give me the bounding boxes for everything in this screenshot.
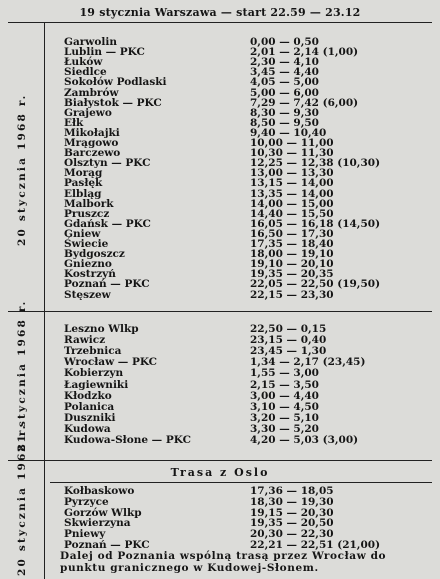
station-times: 3,30 — 5,20 [250,422,319,435]
station-times: 13,15 — 14,00 [250,177,334,190]
station-name: Kudowa [64,422,111,435]
station-name: Gdańsk — PKC [64,217,151,230]
route-note: Dalej od Poznania wspólną trasą przez Wrocław do punktu granicznego w Kudowej-Słonem. [60,550,387,574]
station-times: 19,35 — 20,50 [250,517,334,530]
station-name: Łuków [64,56,103,69]
station-times: 13,00 — 13,30 [250,167,334,180]
station-name: Świecie [64,238,109,250]
station-name: Siedlce [64,66,107,79]
station-times: 19,35 — 20,35 [250,268,334,281]
station-times: 17,35 — 18,40 [250,238,334,250]
station-times: 19,10 — 20,10 [250,258,334,271]
station-name: Sokołów Podlaski [64,76,167,89]
station-name: Pruszcz [64,207,110,220]
section-date-label: 20 stycznia 1968 r. [16,423,28,576]
divider [50,482,432,483]
station-times: 2,01 — 2,14 (1,00) [250,46,359,59]
station-times: 0,00 — 0,50 [250,36,319,48]
timetable-row [0,289,440,301]
station-name: Białystok — PKC [64,96,162,109]
station-name: Morąg [64,167,103,180]
station-name: Kołbaskowo [64,485,135,497]
station-times: 23,45 — 1,30 [250,345,327,358]
station-name: Kobierzyn [64,367,124,380]
station-times: 22,15 — 23,30 [250,288,334,301]
page-header: 19 stycznia Warszawa — start 22.59 — 23.12 [79,6,361,19]
station-name: Łagiewniki [64,378,129,391]
station-name: Pyrzyce [64,495,109,508]
station-times: 8,30 — 9,30 [250,106,319,119]
station-times: 8,50 — 9,50 [250,116,319,129]
station-times: 9,40 — 10,40 [250,126,327,139]
section-date-label: 20 stycznia 1968 r. [16,93,28,247]
station-times: 2,30 — 4,10 [250,56,319,69]
station-times: 4,05 — 5,00 [250,76,319,89]
station-name: Mikołajki [64,126,120,139]
station-name: Pniewy [64,528,106,541]
station-times: 12,25 — 12,38 (10,30) [250,157,381,170]
station-name: Gorzów Wlkp [64,506,142,519]
station-times: 22,05 — 22,50 (19,50) [250,278,381,291]
station-name: Poznań — PKC [64,278,150,291]
station-times: 4,20 — 5,03 (3,00) [250,434,359,446]
station-name: Mrągowo [64,137,119,149]
divider [8,311,432,312]
station-name: Skwierzyna [64,517,131,530]
station-name: Poznań — PKC [64,539,150,551]
station-name: Polanica [64,400,115,413]
station-name: Trzebnica [64,345,122,358]
section-date-label: 21 stycznia 1968 r. [16,299,28,452]
station-times: 13,35 — 14,00 [250,187,334,200]
station-name: Pasłęk [64,177,103,190]
station-name: Gniezno [64,258,112,271]
station-name: Kudowa-Słone — PKC [64,434,191,446]
station-times: 3,45 — 4,40 [250,66,319,79]
station-times: 22,50 — 0,15 [250,323,327,335]
divider [8,460,432,461]
station-name: Garwolin [64,36,117,48]
station-name: Ełk [64,116,84,129]
station-name: Olsztyn — PKC [64,157,151,170]
station-times: 17,36 — 18,05 [250,485,334,497]
station-name: Stęszew [64,288,111,301]
station-times: 1,34 — 2,17 (23,45) [250,356,366,369]
station-name: Grajewo [64,106,112,119]
station-times: 3,10 — 4,50 [250,400,319,413]
station-name: Wrocław — PKC [64,356,158,369]
station-times: 20,30 — 22,30 [250,528,334,541]
station-times: 10,00 — 11,00 [250,137,334,149]
station-times: 22,21 — 22,51 (21,00) [250,539,381,551]
station-name: Malbork [64,197,114,210]
divider [8,22,432,23]
station-times: 3,00 — 4,40 [250,389,319,402]
station-name: Barczewo [64,147,121,160]
station-name: Rawicz [64,334,106,347]
station-times: 19,15 — 20,30 [250,506,334,519]
station-times: 23,15 — 0,40 [250,334,327,347]
station-name: Kostrzyń [64,268,116,281]
station-name: Gniew [64,227,101,240]
timetable-row [0,434,440,446]
station-times: 14,40 — 15,50 [250,207,334,220]
station-name: Elbląg [64,187,102,200]
station-name: Kłodzko [64,389,112,402]
station-times: 7,29 — 7,42 (6,00) [250,96,359,109]
station-name: Lublin — PKC [64,46,145,59]
station-times: 16,50 — 17,30 [250,227,334,240]
section-title: Trasa z Oslo [170,466,270,479]
station-times: 2,15 — 3,50 [250,378,319,391]
station-times: 18,00 — 19,10 [250,248,334,261]
station-times: 14,00 — 15,00 [250,197,334,210]
station-times: 10,30 — 11,30 [250,147,334,160]
station-times: 1,55 — 3,00 [250,367,319,380]
station-times: 3,20 — 5,10 [250,411,319,424]
station-times: 16,05 — 16,18 (14,50) [250,217,381,230]
station-name: Duszniki [64,411,116,424]
station-times: 5,00 — 6,00 [250,86,319,99]
station-name: Leszno Wlkp [64,323,139,335]
station-name: Bydgoszcz [64,248,125,261]
station-name: Zambrów [64,86,119,99]
station-times: 18,30 — 19,30 [250,495,334,508]
